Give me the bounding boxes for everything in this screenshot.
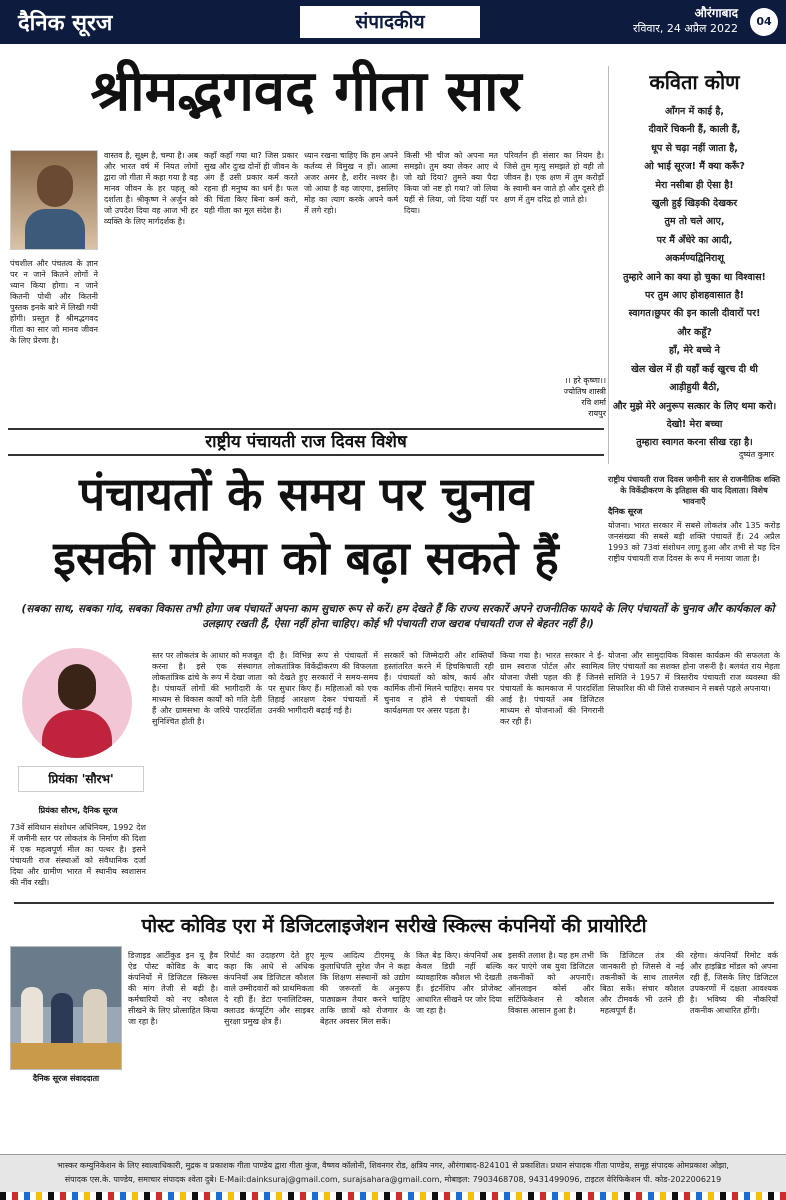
- author-photo-panchayat: [22, 648, 132, 758]
- photo-person: [21, 987, 43, 1047]
- author-photo-gita: [10, 150, 98, 250]
- panchayat-column-7: योजना और सामुदायिक विकास कार्यक्रम की सफलता के लिए पंचायतों का सशक्त होना जरूरी है। बलवंत राय मेहता समिति ने 1957 में त्रिस्तरीय पंचायती राज व्यवस्था की सिफारिश की थी जिसे राजस्थान ने सबसे पहले अपनाया।: [608, 651, 780, 693]
- print-registration-marks: [0, 1192, 786, 1200]
- signature-line-3: रवि शर्मा: [581, 398, 606, 407]
- panchayat-side-column: योजना। भारत सरकार में सबसे लोकतंत्र और 135 करोड़ जनसंख्या की सबसे बड़ी शक्ति पंचायतें हैं। 24 अप्रैल 1993 को 73वां संशोधन लागू हुआ और तभी से यह दिन राष्ट्रीय पंचायती राज दिवस के रूप में मनाया जाता है।: [608, 521, 780, 563]
- author-body-shape: [42, 710, 112, 758]
- signature-line-2: ज्योतिष शास्त्री: [563, 387, 606, 396]
- event-photo-caption: दैनिक सूरज संवाददाता: [10, 1070, 122, 1088]
- poem-line: और कहूँ?: [677, 326, 712, 338]
- gita-column-4: ध्यान रखना चाहिए कि हम अपने कर्तव्य से विमुख न हों। आत्मा अजर अमर है, शरीर नश्वर है। जो आया है वह जाएगा, इसलिए मोह का त्याग करके अपने कर्म में लगे रहो।: [304, 151, 398, 215]
- gita-headline: श्रीमद्भगवद गीता सार: [90, 58, 522, 124]
- event-photo: [10, 946, 122, 1070]
- poem-line: तुम्हारे आने का क्या हो चुका था विश्वास!: [623, 271, 766, 283]
- gita-column-5: किसी भी चीज को अपना मत समझो। तुम क्या लेकर आए थे जो खो दिया? तुमने क्या पैदा किया जो नष्ट हो गया? जो लिया यहीं से लिया, जो दिया यहीं पर दिया।: [404, 151, 498, 215]
- edition-info: [633, 6, 738, 36]
- photo-person: [83, 989, 107, 1051]
- poem-line: तुम्हारा स्वागत करना सीख रहा है।: [636, 437, 753, 449]
- panchayat-column-2: स्तर पर लोकतंत्र के आधार को मजबूत करना है। इसे एक संस्थागत लोकतांत्रिक ढांचे के रूप में देखा जाता है। पंचायतें लोगों की भागीदारी के माध्यम से विकास कार्यों को गति देती हैं और ग्रामसभा के जरिये पारदर्शिता सुनिश्चित होती है।: [152, 651, 262, 726]
- panchayat-headline-line-2: इसकी गरिमा को बढ़ा सकते हैं: [53, 531, 559, 585]
- panchayat-column-3: दी है। विभिन्न रूप से पंचायतों में लोकतांत्रिक विकेंद्रीकरण की विफलता को देखते हुए सरकारों ने समय-समय पर सुधार किए हैं। महिलाओं को एक तिहाई आरक्षण देकर पंचायतों में उनकी भागीदारी बढ़ाई गई है।: [268, 651, 378, 715]
- edition-date: रविवार, 24 अप्रैल 2022: [632, 22, 738, 35]
- poem-line: स्वागत।छुपर की इन काली दीवारों पर!: [628, 308, 761, 320]
- gita-column-3: कहाँ कहाँ गया था? जिस प्रकार सुख और दुःख दोनों ही जीवन के अंग हैं उसी प्रकार कर्म करते रहना ही मनुष्य का धर्म है। फल की चिंता किए बिना कर्म करो, यही गीता का मूल संदेश है।: [204, 151, 298, 215]
- panchayat-headline-line-1: पंचायतों के समय पर चुनाव: [79, 467, 533, 521]
- digital-column-6: कि डिजिटल तंत्र की जानकारी हो जिससे वे नई तकनीकों के साथ तालमेल बिठा सकें। संचार कौशल और टीमवर्क भी उतने ही महत्वपूर्ण हैं।: [600, 951, 684, 1015]
- digital-column-2: रिपोर्ट का उदाहरण देते हुए कहा कि आधे से अधिक कंपनियाँ अब डिजिटल कौशल वाले उम्मीदवारों को प्राथमिकता दे रही हैं। डेटा एनालिटिक्स, क्लाउड कंप्यूटिंग और साइबर सुरक्षा प्रमुख क्षेत्र हैं।: [224, 951, 314, 1026]
- gita-signature: [500, 375, 606, 419]
- signature-line-1: ।। हरे कृष्णा।।: [564, 376, 606, 385]
- poem-line: पर मैं अँधेरे का आदी,: [656, 234, 733, 246]
- panchayat-side-summary: राष्ट्रीय पंचायती राज दिवस जमीनी स्तर से राजनीतिक शक्ति के विकेंद्रीकरण के इतिहास की याद दिलाता। विशेष भावनाएँ: [608, 475, 781, 506]
- digital-column-3: मूल्य आदित्य टीएमयू के कुलाधिपति सुरेश जैन ने कहा कि शिक्षण संस्थानों को उद्योग की जरूरतों के अनुरूप पाठ्यक्रम तैयार करने चाहिए ताकि छात्रों को रोजगार के बेहतर अवसर मिल सकें।: [320, 951, 410, 1026]
- panchayat-author-caption: प्रियंका सौरभ, दैनिक सूरज: [38, 806, 118, 815]
- digital-headline: पोस्ट कोविड एरा में डिजिटलाइजेशन सरीखे स्किल्स कंपनियों की प्रायोरिटी: [14, 902, 774, 948]
- digital-column-5: इसकी तलाश है। यह हम तभी कर पाएंगे जब युवा डिजिटल तकनीकों को अपनाएँ। ऑनलाइन कोर्स और सर्टिफिकेशन से कौशल विकास आसान हुआ है।: [508, 951, 594, 1015]
- masthead: [0, 0, 786, 44]
- poem-line: खुली हुई खिड़की देखकर: [651, 198, 738, 210]
- poem-author: दुष्यंत कुमार: [738, 450, 774, 459]
- imprint-line-1: भास्कर कम्युनिकेशन के लिए स्वात्वाधिकारी, मुद्रक व प्रकाशक गीता पाण्डेय द्वारा गीता कुंज, वैष्णव कॉलोनी, शिवनगर रोड, क्षत्रिय नगर, औरंगाबाद-824101 से प्रकाशित। प्रधान संपादक गीता पाण्डेय, समूह संपादक ओमप्रकाश ओझा,: [57, 1161, 729, 1170]
- panchayat-deck: (सबका साथ, सबका गांव, सबका विकास तभी होगा जब पंचायतें अपना काम सुचारु रूप से करें। हम देखते हैं कि राज्य सरकारें अपने राजनीतिक फायदे के लिए पंचायतों के चुनाव और कार्यकाल को उलझाए रखती हैं, ऐसा नहीं होना चाहिए। कोई भी पंचायती राज खराब पंचायती राज से बेहतर नहीं है।): [21, 603, 775, 630]
- poem-title: कविता कोण: [649, 70, 740, 94]
- panchayat-column-5: किया गया है। भारत सरकार ने ई-ग्राम स्वराज पोर्टल और स्वामित्व योजना जैसी पहल की हैं जिनसे पंचायतों के कामकाज में पारदर्शिता आई है। पंचायतें अब डिजिटल माध्यम से योजनाओं की निगरानी कर रही हैं।: [500, 651, 604, 726]
- panchayat-kicker: राष्ट्रीय पंचायती राज दिवस विशेष: [8, 428, 604, 456]
- poem-line: पर तुम आए होशहवासात है!: [645, 290, 744, 302]
- poem-line: अकर्मण्यद्विनिराशू: [665, 253, 724, 265]
- gita-column-2: वास्तव है, सूक्ष्म है, चम्पा है। अब और भारत वर्ष में नियत लोगों द्वारा जो गीता में कहा गया है वह मानव जीवन के हर पहलू को दर्शाता है। श्रीकृष्ण ने अर्जुन को जो उपदेश दिया वह आज भी हर व्यक्ति के लिए मार्गदर्शक है।: [104, 151, 198, 226]
- signature-line-4: रायपुर: [588, 409, 606, 418]
- author-head-shape: [37, 165, 73, 207]
- photo-floor: [11, 1043, 122, 1070]
- poem-line: ओ भाई सूरज! मैं क्या करूँ?: [644, 161, 745, 173]
- page-number-badge: 04: [750, 8, 778, 36]
- digital-column-1: डिजाइड आर्टीकुड इन यू हैव ऐड पोस्ट कोविड के बाद कंपनियों में डिजिटल स्किल्स की मांग तेजी से बढ़ी है। कर्मचारियों को नए कौशल सीखने के लिए प्रोत्साहित किया जा रहा है।: [128, 951, 218, 1026]
- poem-line: आड़ीहुयी बैठी,: [669, 382, 720, 394]
- poem-line: आँगन में काई है,: [664, 106, 724, 117]
- poem-line: तुम तो चले आए,: [664, 216, 725, 228]
- gita-column-6: परिवर्तन ही संसार का नियम है। जिसे तुम मृत्यु समझते हो वही तो जीवन है। एक क्षण में तुम करोड़ों के स्वामी बन जाते हो और दूसरे ही क्षण में तुम दरिद्र हो जाते हो।: [504, 151, 604, 204]
- panchayat-headline: [8, 462, 604, 590]
- imprint-footer: [0, 1154, 786, 1192]
- section-title: संपादकीय: [300, 6, 480, 38]
- newspaper-brand: दैनिक सूरज: [18, 11, 113, 36]
- poem-line: और मुझे मेरे अनुरूप सत्कार के लिए थमा करो।: [612, 400, 777, 412]
- author-head-shape: [58, 664, 96, 710]
- poem-line: खेल खेल में ही यहाँ कई खुरच दी थी: [631, 363, 758, 375]
- digital-column-7: रहेगा। कंपनियाँ रिमोट वर्क और हाइब्रिड मॉडल को अपना रही हैं, जिसके लिए डिजिटल उपकरणों में दक्षता आवश्यक है। भविष्य की नौकरियाँ तकनीक आधारित होंगी।: [690, 951, 778, 1015]
- poem-line: देखो! मेरा बच्चा: [666, 418, 723, 430]
- edition-city: औरंगाबाद: [694, 6, 738, 20]
- author-body-shape: [25, 209, 85, 250]
- panchayat-author-name: प्रियंका 'सौरभ': [18, 766, 144, 792]
- poem-line: दीवारें चिकनी हैं, काली हैं,: [648, 124, 741, 136]
- panchayat-column-1: 73वें संविधान संशोधन अधिनियम, 1992 देश में जमीनी स्तर पर लोकतंत्र के निर्माण की दिशा में एक महत्वपूर्ण मील का पत्थर है। इसने पंचायती राज संस्थाओं को संवैधानिक दर्जा दिया और ग्रामीण भारत में स्थानीय स्वशासन की नींव रखी।: [10, 823, 146, 887]
- poem-line: हाँ, मेरे बच्चे ने: [669, 345, 720, 357]
- gita-column-1: पंचशील और पंचतत्व के ज्ञान पर न जाने कितने लोगों ने ध्यान किया होगा। न जाने कितनी पोथी और कितनी पुस्तक इनके बारे में लिखी गयी होंगी। प्रस्तुत है श्रीमद्भगवद गीता का सार जो मानव जीवन के लिए प्रेरणा है।: [10, 259, 98, 345]
- poem-box: [608, 66, 780, 464]
- poem-line: धूप से चढ़ा नहीं जाता है,: [651, 142, 738, 154]
- imprint-line-2: संपादक एस.के. पाण्डेय, समाचार संपादक श्वेता दुबे। E-Mail:dainksuraj@gmail.com, surajsahara@gmail.com, मोबाइल: 7903468708, 9431499096, टाइटल वेरिफिकेशन पी. कोड-2022006219: [64, 1175, 722, 1184]
- poem-line: मेरा नसीबा ही ऐसा है!: [655, 179, 734, 191]
- panchayat-column-4: सरकारें को जिम्मेदारी और शक्तियाँ हस्तांतरित करने में हिचकिचाती रही हैं। पंचायतों को कोष, कार्य और कार्मिक तीनों मिलने चाहिए। समय पर चुनाव न होने से पंचायतों की कार्यक्षमता पर असर पड़ता है।: [384, 651, 494, 715]
- digital-column-4: कित बेड़ किए। कंपनियाँ अब केवल डिग्री नहीं बल्कि व्यावहारिक कौशल भी देखती हैं। इंटर्नशिप और प्रोजेक्ट आधारित सीखने पर जोर दिया जा रहा है।: [416, 951, 502, 1015]
- poem-lines: [609, 103, 780, 453]
- panchayat-side-tag: दैनिक सूरज: [608, 507, 643, 516]
